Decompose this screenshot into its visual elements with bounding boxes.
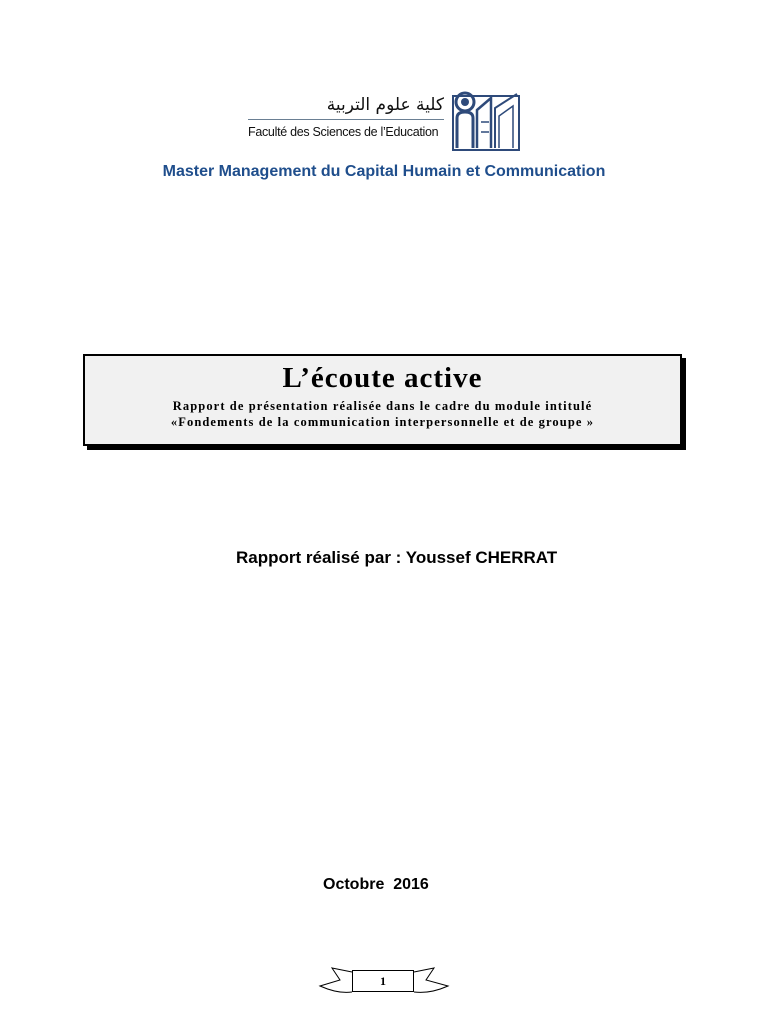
faculty-arabic-name: كلية علوم التربية [326, 95, 444, 115]
logo-divider [248, 119, 444, 120]
faculty-emblem-icon [451, 88, 523, 152]
faculty-name: Faculté des Sciences de l’Education [248, 125, 439, 139]
page-number: 1 [352, 970, 414, 992]
title-box [83, 354, 682, 446]
page-number-footer [318, 966, 450, 1000]
document-title: L’écoute active [282, 362, 483, 394]
master-program-title: Master Management du Capital Humain et Communication [162, 163, 606, 180]
faculty-logo [248, 88, 523, 152]
document-subtitle-line-1: Rapport de présentation réalisée dans le cadre du module intitulé [172, 399, 593, 413]
document-subtitle-line-2: «Fondements de la communication interpersonnelle et de groupe » [170, 415, 595, 429]
document-date: Octobre 2016 [323, 876, 429, 893]
author-line: Rapport réalisé par : Youssef CHERRAT [236, 548, 558, 567]
